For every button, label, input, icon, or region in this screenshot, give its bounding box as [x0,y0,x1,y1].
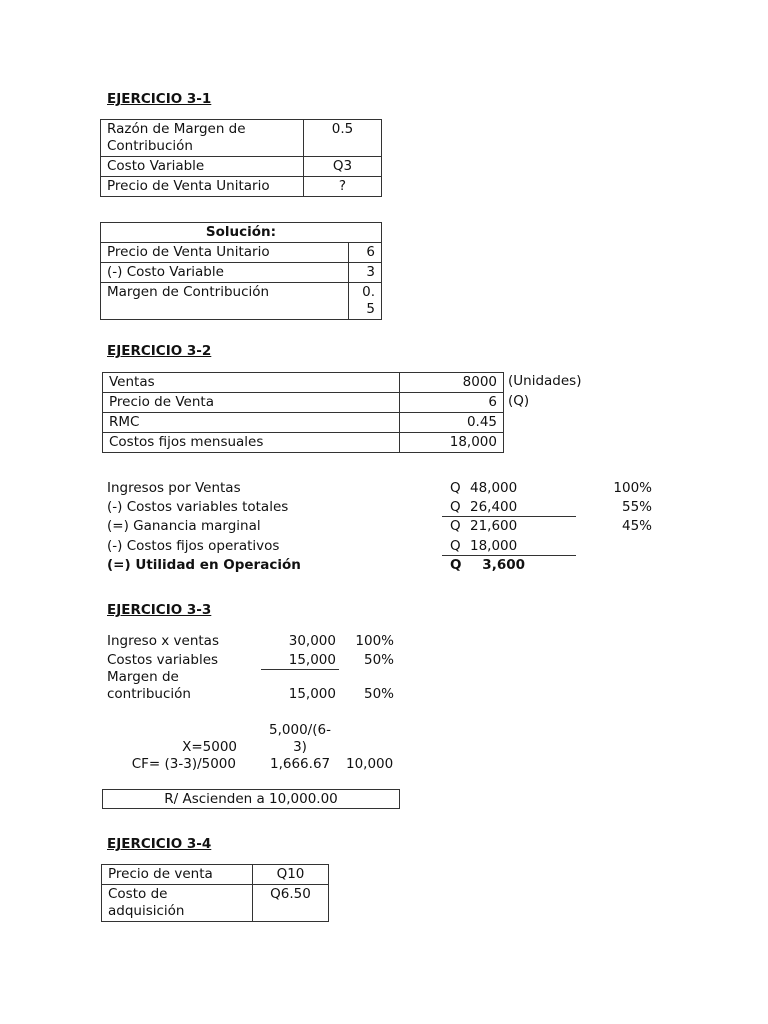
underline [442,516,576,517]
statement-currency: Q [450,538,461,554]
exercise-3-2-heading: EJERCICIO 3-2 [107,343,212,359]
row-label: Costo Variable [101,157,304,177]
x-label: X=5000 [182,739,237,755]
statement-currency: Q [450,518,461,534]
row-label: RMC [103,413,400,433]
table-row [102,885,329,922]
underline [442,555,576,556]
row-amount: 15,000 [288,686,336,702]
underline [261,669,339,670]
row-label: Costos fijos mensuales [103,433,400,453]
statement-percent: 55% [621,499,652,515]
cf-value: 1,666.67 [270,756,331,772]
row-percent: 50% [363,652,394,668]
row-label: (-) Costo Variable [101,263,349,283]
row-percent: 100% [355,633,394,649]
currency-note: (Q) [508,393,530,409]
row-amount: 30,000 [288,633,336,649]
row-label: Costos variables [107,652,219,668]
row-value: 0.45 [400,413,504,433]
units-note: (Unidades) [508,373,582,389]
table-row [101,223,382,243]
table-row [101,120,382,157]
statement-percent: 100% [613,480,652,496]
exercise-3-4-table [101,864,329,922]
row-label: Margen de contribución [107,669,191,702]
table-row [101,263,382,283]
row-value: 0.5 [348,283,381,320]
row-value: 6 [400,393,504,413]
row-label: Margen de Contribución [101,283,349,320]
statement-amount: 21,600 [470,518,518,534]
row-percent: 50% [363,686,394,702]
statement-amount: 26,400 [470,499,518,515]
statement-label: Ingresos por Ventas [107,480,241,496]
answer-box: R/ Ascienden a 10,000.00 [102,789,400,809]
table-row [103,413,504,433]
exercise-3-1-table [100,119,382,197]
statement-label: (=) Ganancia marginal [107,518,261,534]
row-label: Precio de Venta [103,393,400,413]
row-value: 3 [348,263,381,283]
table-row [101,283,382,320]
statement-label: (-) Costos fijos operativos [107,538,280,554]
row-value: Q6.50 [253,885,329,922]
row-value: 0.5 [304,120,382,157]
table-row [101,177,382,197]
cf-label: CF= (3-3)/5000 [131,756,236,772]
row-value: ? [304,177,382,197]
row-value: Q3 [304,157,382,177]
statement-currency: Q [450,557,462,573]
solution-title: Solución: [101,223,382,243]
formula-text: 5,000/(6-3) [269,722,331,755]
table-row [103,433,504,453]
row-label: Ventas [103,373,400,393]
statement-label: (-) Costos variables totales [107,499,289,515]
exercise-3-1-heading: EJERCICIO 3-1 [107,91,212,107]
exercise-3-2-table [102,372,504,453]
table-row [101,243,382,263]
table-row [102,865,329,885]
row-value: 6 [348,243,381,263]
row-label: Ingreso x ventas [107,633,219,649]
row-label: Razón de Margen de Contribución [101,120,304,157]
row-label: Precio de Venta Unitario [101,177,304,197]
exercise-3-4-heading: EJERCICIO 3-4 [107,836,212,852]
row-amount: 15,000 [288,652,336,668]
row-label: Precio de venta [102,865,253,885]
row-value: 8000 [400,373,504,393]
table-row [103,373,504,393]
table-row [103,393,504,413]
operating-income-label: (=) Utilidad en Operación [107,557,301,573]
exercise-3-3-heading: EJERCICIO 3-3 [107,602,212,618]
statement-amount: 18,000 [470,538,518,554]
statement-currency: Q [450,480,461,496]
cf-result: 10,000 [346,756,394,772]
statement-currency: Q [450,499,461,515]
statement-amount: 48,000 [470,480,518,496]
solution-table [100,222,382,320]
row-value: 18,000 [400,433,504,453]
operating-income-amount: 3,600 [482,557,525,573]
statement-percent: 45% [621,518,652,534]
row-label: Precio de Venta Unitario [101,243,349,263]
row-value: Q10 [253,865,329,885]
table-row [101,157,382,177]
row-label: Costo de adquisición [102,885,253,922]
